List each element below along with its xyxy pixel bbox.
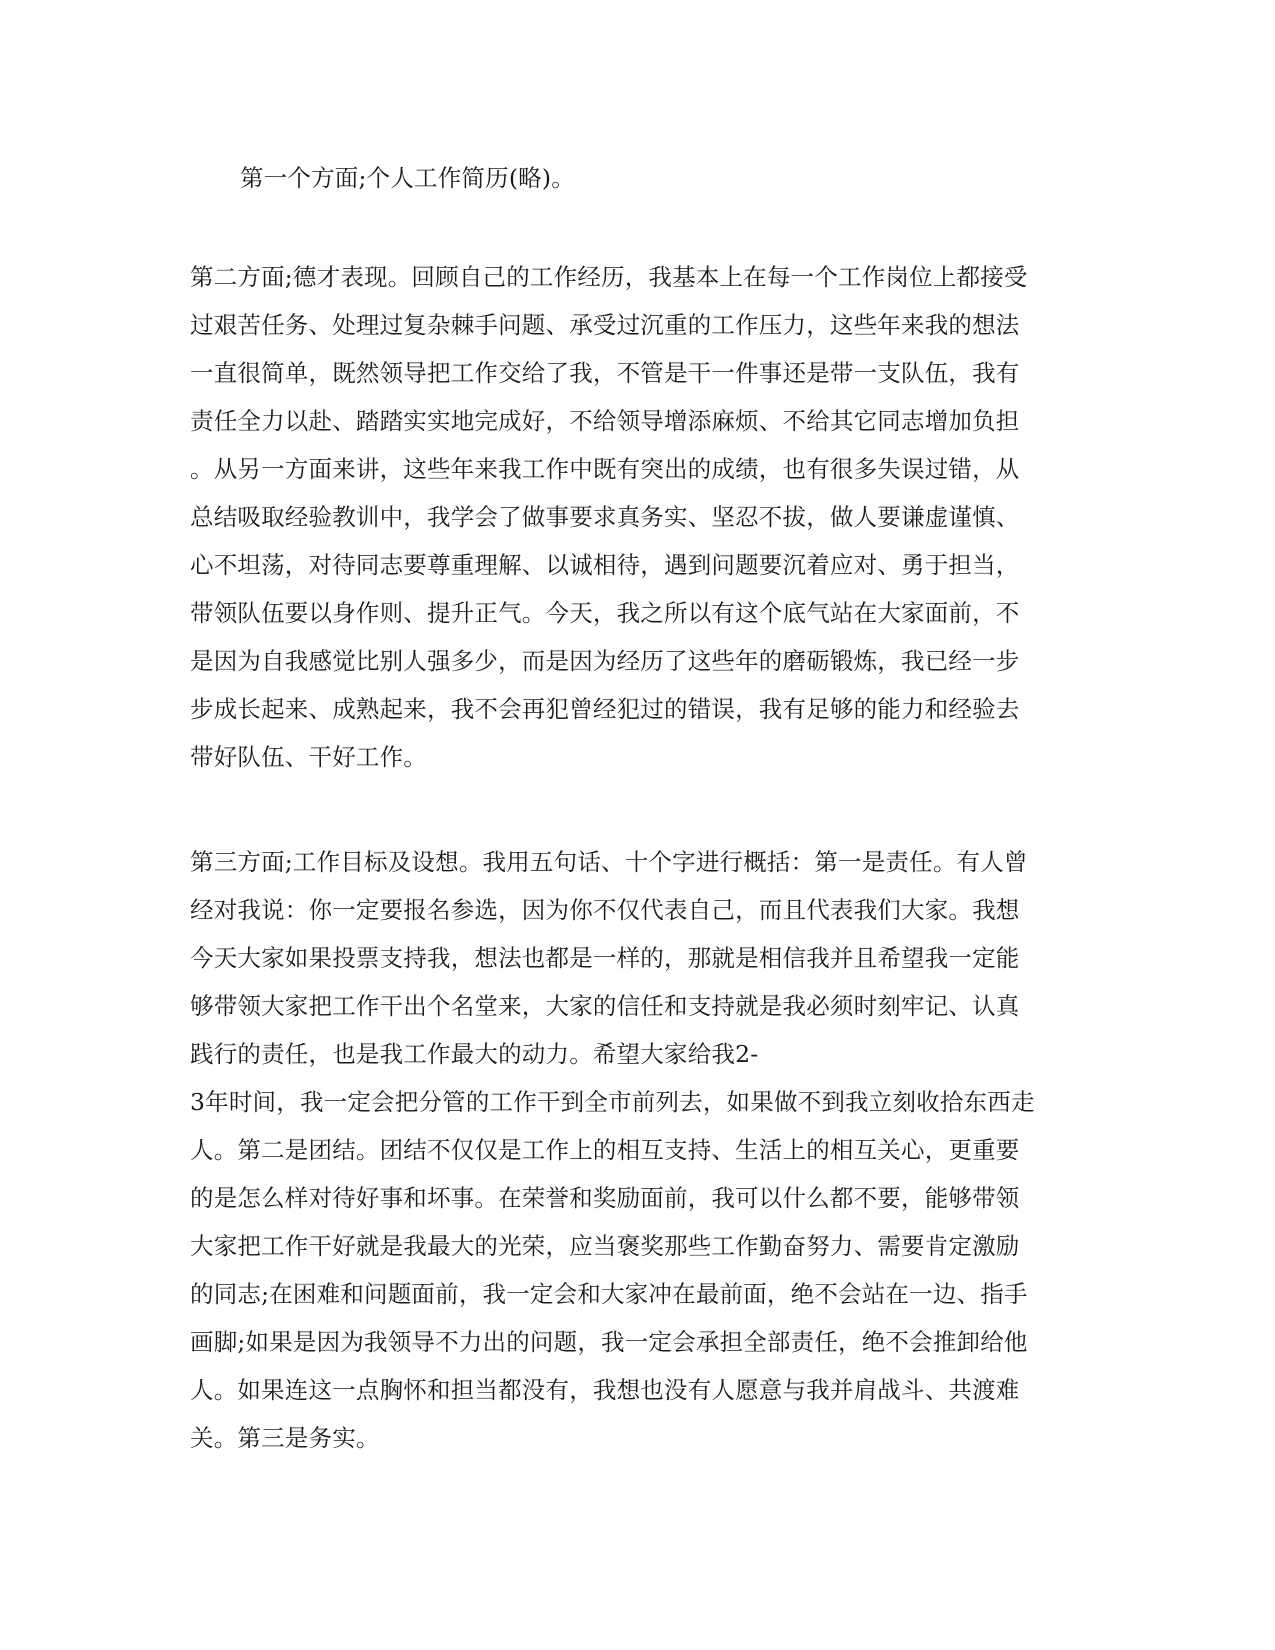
paragraph-section-two [190, 253, 1090, 781]
paragraph-section-three [190, 838, 1090, 1462]
text-line: 心不坦荡，对待同志要尊重理解、以诚相待，遇到问题要沉着应对、勇于担当， [190, 551, 1020, 579]
text-line: 践行的责任，也是我工作最大的动力。希望大家给我2- [190, 1040, 759, 1068]
text-line: 一直很简单，既然领导把工作交给了我，不管是干一件事还是带一支队伍，我有 [190, 359, 1020, 387]
text-line: 人。如果连这一点胸怀和担当都没有，我想也没有人愿意与我并肩战斗、共渡难 [190, 1376, 1020, 1404]
text-line: 的是怎么样对待好事和坏事。在荣誉和奖励面前，我可以什么都不要，能够带领 [190, 1184, 1020, 1212]
text-line: 关。第三是务实。 [190, 1424, 380, 1452]
text-line: 今天大家如果投票支持我，想法也都是一样的，那就是相信我并且希望我一定能 [190, 944, 1020, 972]
text-line: 带好队伍、干好工作。 [190, 743, 427, 771]
text-line: 步成长起来、成熟起来，我不会再犯曾经犯过的错误，我有足够的能力和经验去 [190, 695, 1020, 723]
text-line: 第一个方面;个人工作简历(略)。 [240, 164, 575, 192]
text-line: 大家把工作干好就是我最大的光荣，应当褒奖那些工作勤奋努力、需要肯定激励 [190, 1232, 1020, 1260]
text-line: 。从另一方面来讲，这些年来我工作中既有突出的成绩，也有很多失误过错，从 [190, 455, 1020, 483]
text-line: 带领队伍要以身作则、提升正气。今天，我之所以有这个底气站在大家面前，不 [190, 599, 1020, 627]
text-line: 责任全力以赴、踏踏实实地完成好，不给领导增添麻烦、不给其它同志增加负担 [190, 407, 1020, 435]
text-line: 是因为自我感觉比别人强多少，而是因为经历了这些年的磨砺锻炼，我已经一步 [190, 647, 1020, 675]
text-line: 3年时间，我一定会把分管的工作干到全市前列去，如果做不到我立刻收拾东西走 [190, 1088, 1035, 1116]
text-line: 经对我说：你一定要报名参选，因为你不仅代表自己，而且代表我们大家。我想 [190, 896, 1020, 924]
text-line: 第二方面;德才表现。回顾自己的工作经历，我基本上在每一个工作岗位上都接受 [190, 263, 1028, 291]
text-line: 过艰苦任务、处理过复杂棘手问题、承受过沉重的工作压力，这些年来我的想法 [190, 311, 1020, 339]
text-line: 第三方面;工作目标及设想。我用五句话、十个字进行概括：第一是责任。有人曾 [190, 848, 1028, 876]
text-line: 总结吸取经验教训中，我学会了做事要求真务实、坚忍不拔，做人要谦虚谨慎、 [190, 503, 1020, 531]
text-line: 够带领大家把工作干出个名堂来，大家的信任和支持就是我必须时刻牢记、认真 [190, 992, 1020, 1020]
text-line: 画脚;如果是因为我领导不力出的问题，我一定会承担全部责任，绝不会推卸给他 [190, 1328, 1028, 1356]
text-line: 的同志;在困难和问题面前，我一定会和大家冲在最前面，绝不会站在一边、指手 [190, 1280, 1028, 1308]
text-line: 人。第二是团结。团结不仅仅是工作上的相互支持、生活上的相互关心，更重要 [190, 1136, 1020, 1164]
paragraph-section-one [190, 154, 1090, 202]
